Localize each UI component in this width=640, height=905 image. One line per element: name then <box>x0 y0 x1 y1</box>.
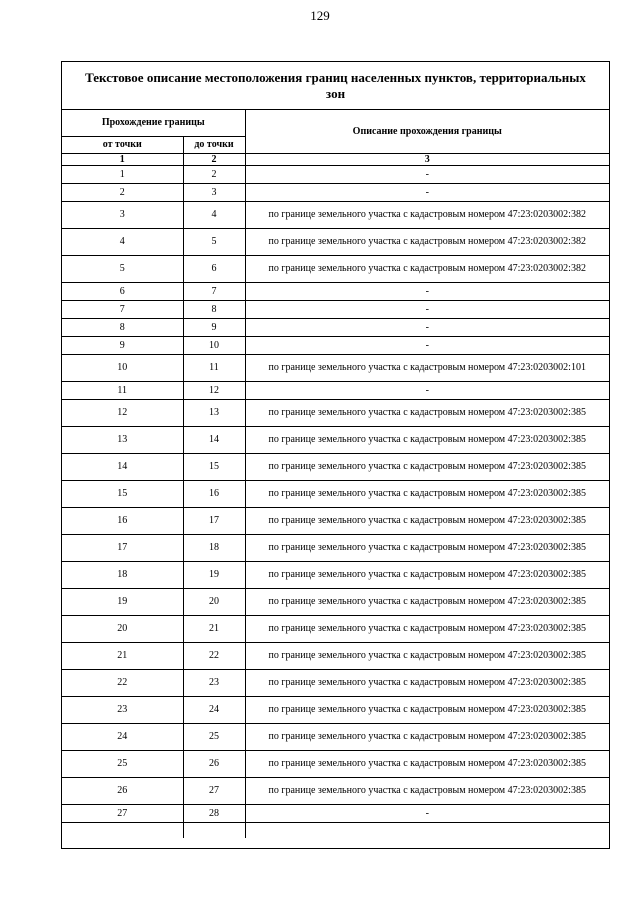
description-cell: по границе земельного участка с кадастровым номером 47:23:0203002:385 <box>245 588 609 615</box>
from-point-cell: 21 <box>62 642 183 669</box>
to-point-cell: 23 <box>183 669 245 696</box>
description-cell: по границе земельного участка с кадастровым номером 47:23:0203002:385 <box>245 426 609 453</box>
table-row <box>62 300 609 318</box>
column-number-2: 2 <box>183 153 245 165</box>
boundary-document-frame <box>61 61 610 849</box>
to-point-cell: 20 <box>183 588 245 615</box>
table-body <box>62 165 609 822</box>
page-number: 129 <box>310 8 330 23</box>
to-point-cell: 19 <box>183 561 245 588</box>
from-point-cell: 12 <box>62 399 183 426</box>
table-row <box>62 201 609 228</box>
description-cell: по границе земельного участка с кадастровым номером 47:23:0203002:385 <box>245 561 609 588</box>
from-point-cell: 27 <box>62 804 183 822</box>
to-point-header: до точки <box>183 136 245 153</box>
from-point-cell: 23 <box>62 696 183 723</box>
from-point-cell: 25 <box>62 750 183 777</box>
description-cell: по границе земельного участка с кадастровым номером 47:23:0203002:101 <box>245 354 609 381</box>
table-row <box>62 255 609 282</box>
table-row <box>62 480 609 507</box>
from-point-cell: 17 <box>62 534 183 561</box>
to-point-cell: 7 <box>183 282 245 300</box>
description-cell: по границе земельного участка с кадастровым номером 47:23:0203002:385 <box>245 723 609 750</box>
to-point-cell: 26 <box>183 750 245 777</box>
description-header: Описание прохождения границы <box>245 110 609 153</box>
to-point-cell: 28 <box>183 804 245 822</box>
table-row <box>62 777 609 804</box>
table-row <box>62 669 609 696</box>
table-row <box>62 282 609 300</box>
table-row <box>62 228 609 255</box>
to-point-cell: 3 <box>183 183 245 201</box>
to-point-cell: 10 <box>183 336 245 354</box>
description-cell: по границе земельного участка с кадастровым номером 47:23:0203002:385 <box>245 615 609 642</box>
table-row <box>62 561 609 588</box>
description-cell: по границе земельного участка с кадастровым номером 47:23:0203002:382 <box>245 201 609 228</box>
table-row <box>62 399 609 426</box>
from-point-cell: 15 <box>62 480 183 507</box>
to-point-cell: 6 <box>183 255 245 282</box>
description-cell: по границе земельного участка с кадастровым номером 47:23:0203002:385 <box>245 696 609 723</box>
from-point-cell: 24 <box>62 723 183 750</box>
empty-cell <box>62 822 183 838</box>
description-cell: - <box>245 165 609 183</box>
from-point-cell: 9 <box>62 336 183 354</box>
table-row <box>62 183 609 201</box>
table-row <box>62 381 609 399</box>
description-cell: - <box>245 282 609 300</box>
passage-header: Прохождение границы <box>62 110 245 136</box>
table-row <box>62 453 609 480</box>
description-cell: по границе земельного участка с кадастровым номером 47:23:0203002:385 <box>245 534 609 561</box>
to-point-cell: 22 <box>183 642 245 669</box>
from-point-cell: 14 <box>62 453 183 480</box>
description-cell: по границе земельного участка с кадастровым номером 47:23:0203002:385 <box>245 480 609 507</box>
to-point-cell: 21 <box>183 615 245 642</box>
description-cell: по границе земельного участка с кадастровым номером 47:23:0203002:382 <box>245 255 609 282</box>
to-point-cell: 8 <box>183 300 245 318</box>
table-row <box>62 507 609 534</box>
table-row <box>62 165 609 183</box>
from-point-cell: 4 <box>62 228 183 255</box>
table-row <box>62 336 609 354</box>
table-row <box>62 615 609 642</box>
table-row <box>62 750 609 777</box>
to-point-cell: 17 <box>183 507 245 534</box>
table-row <box>62 588 609 615</box>
from-point-header: от точки <box>62 136 183 153</box>
description-cell: по границе земельного участка с кадастровым номером 47:23:0203002:385 <box>245 750 609 777</box>
table-footer <box>62 822 609 838</box>
description-cell: - <box>245 183 609 201</box>
from-point-cell: 3 <box>62 201 183 228</box>
to-point-cell: 13 <box>183 399 245 426</box>
column-number-3: 3 <box>245 153 609 165</box>
from-point-cell: 8 <box>62 318 183 336</box>
to-point-cell: 9 <box>183 318 245 336</box>
from-point-cell: 22 <box>62 669 183 696</box>
empty-cell <box>245 822 609 838</box>
description-cell: - <box>245 336 609 354</box>
description-cell: по границе земельного участка с кадастровым номером 47:23:0203002:385 <box>245 507 609 534</box>
description-cell: по границе земельного участка с кадастровым номером 47:23:0203002:385 <box>245 399 609 426</box>
from-point-cell: 26 <box>62 777 183 804</box>
table-header <box>62 110 609 165</box>
table-row <box>62 804 609 822</box>
to-point-cell: 12 <box>183 381 245 399</box>
table-row <box>62 696 609 723</box>
boundary-description-table <box>62 110 609 838</box>
from-point-cell: 1 <box>62 165 183 183</box>
to-point-cell: 11 <box>183 354 245 381</box>
description-cell: по границе земельного участка с кадастровым номером 47:23:0203002:385 <box>245 642 609 669</box>
from-point-cell: 10 <box>62 354 183 381</box>
from-point-cell: 13 <box>62 426 183 453</box>
from-point-cell: 20 <box>62 615 183 642</box>
table-row <box>62 642 609 669</box>
from-point-cell: 2 <box>62 183 183 201</box>
description-cell: по границе земельного участка с кадастровым номером 47:23:0203002:385 <box>245 669 609 696</box>
from-point-cell: 16 <box>62 507 183 534</box>
from-point-cell: 6 <box>62 282 183 300</box>
to-point-cell: 4 <box>183 201 245 228</box>
from-point-cell: 7 <box>62 300 183 318</box>
from-point-cell: 5 <box>62 255 183 282</box>
to-point-cell: 15 <box>183 453 245 480</box>
to-point-cell: 16 <box>183 480 245 507</box>
to-point-cell: 24 <box>183 696 245 723</box>
description-cell: - <box>245 318 609 336</box>
table-row <box>62 534 609 561</box>
from-point-cell: 19 <box>62 588 183 615</box>
column-number-1: 1 <box>62 153 183 165</box>
to-point-cell: 14 <box>183 426 245 453</box>
empty-cell <box>183 822 245 838</box>
table-row <box>62 354 609 381</box>
to-point-cell: 27 <box>183 777 245 804</box>
to-point-cell: 18 <box>183 534 245 561</box>
document-title: Текстовое описание местоположения границ населенных пунктов, территориальных зон <box>62 62 609 110</box>
empty-row <box>62 822 609 838</box>
description-cell: по границе земельного участка с кадастровым номером 47:23:0203002:382 <box>245 228 609 255</box>
to-point-cell: 5 <box>183 228 245 255</box>
description-cell: - <box>245 804 609 822</box>
description-cell: - <box>245 300 609 318</box>
to-point-cell: 2 <box>183 165 245 183</box>
to-point-cell: 25 <box>183 723 245 750</box>
from-point-cell: 11 <box>62 381 183 399</box>
table-row <box>62 426 609 453</box>
description-cell: по границе земельного участка с кадастровым номером 47:23:0203002:385 <box>245 777 609 804</box>
table-row <box>62 318 609 336</box>
table-row <box>62 723 609 750</box>
from-point-cell: 18 <box>62 561 183 588</box>
description-cell: по границе земельного участка с кадастровым номером 47:23:0203002:385 <box>245 453 609 480</box>
description-cell: - <box>245 381 609 399</box>
